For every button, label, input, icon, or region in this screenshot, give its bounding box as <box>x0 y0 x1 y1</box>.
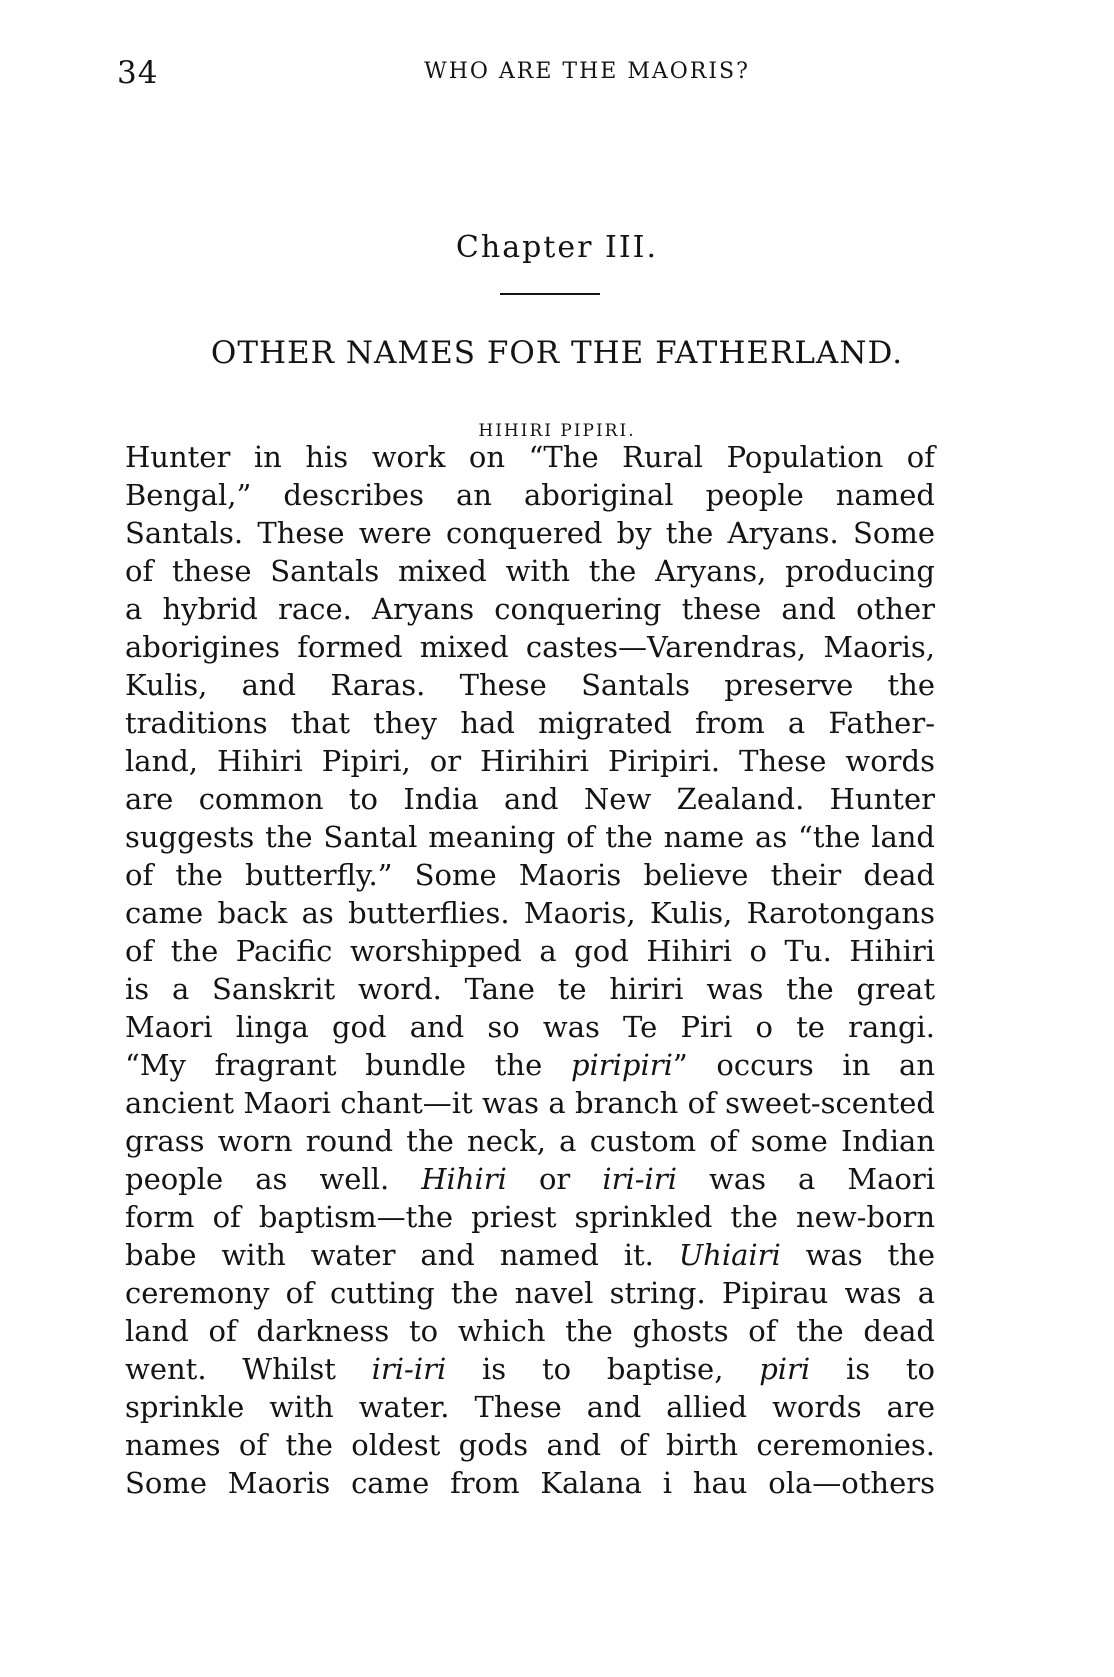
body-line <box>125 1160 935 1198</box>
body-line: Maori linga god and so was Te Piri o te rangi. <box>125 1010 935 1044</box>
body-line: Santals. These were conquered by the Aryans. Some <box>125 516 935 550</box>
italic-term: iri-iri <box>602 1162 677 1196</box>
text-segment: went. Whilst <box>125 1352 372 1386</box>
body-line: Hunter in his work on “The Rural Population of <box>125 440 935 474</box>
body-line: is a Sanskrit word. Tane te hiriri was the great <box>125 972 935 1006</box>
italic-term: Hihiri <box>421 1162 507 1196</box>
chapter-rule <box>500 293 600 295</box>
body-line: Bengal,” describes an aboriginal people named <box>125 478 935 512</box>
body-line: of the Pacific worshipped a god Hihiri o Tu. Hihiri <box>125 934 935 968</box>
italic-term: piripiri <box>570 1048 673 1082</box>
body-line <box>125 1350 935 1388</box>
body-line: sprinkle with water. These and allied words are <box>125 1390 935 1424</box>
body-line: Kulis, and Raras. These Santals preserve the <box>125 668 935 702</box>
body-line: traditions that they had migrated from a Father- <box>125 706 935 740</box>
italic-term: Uhiairi <box>678 1238 781 1272</box>
body-text <box>125 438 935 1502</box>
body-line: land of darkness to which the ghosts of the dead <box>125 1314 935 1348</box>
body-line: of the butterfly.” Some Maoris believe their dead <box>125 858 935 892</box>
text-segment: or <box>506 1162 603 1196</box>
italic-term: iri-iri <box>371 1352 447 1386</box>
chapter-subtitle: HIHIRI PIPIRI. <box>478 421 636 441</box>
body-line: suggests the Santal meaning of the name as “the land <box>125 820 935 854</box>
body-line: of these Santals mixed with the Aryans, producing <box>125 554 935 588</box>
text-segment: ” occurs in an <box>672 1048 936 1082</box>
text-segment: was a Maori <box>676 1162 935 1196</box>
chapter-title: OTHER NAMES FOR THE FATHERLAND. <box>210 335 904 371</box>
body-line: names of the oldest gods and of birth ceremonies. <box>125 1428 935 1462</box>
body-line: a hybrid race. Aryans conquering these and other <box>125 592 935 626</box>
body-line: ceremony of cutting the navel string. Pipirau was a <box>125 1276 935 1310</box>
body-line <box>125 1236 935 1274</box>
italic-term: piri <box>759 1352 811 1386</box>
body-line: came back as butterflies. Maoris, Kulis, Rarotongans <box>125 896 935 930</box>
chapter-label: Chapter III. <box>455 230 659 265</box>
text-segment: is to baptise, <box>446 1352 760 1386</box>
body-line: are common to India and New Zealand. Hunter <box>125 782 935 816</box>
text-segment: is to <box>810 1352 935 1386</box>
text-segment: babe with water and named it. <box>125 1238 679 1272</box>
body-line: aborigines formed mixed castes—Varendras, Maoris, <box>125 630 935 664</box>
text-segment: people as well. <box>125 1162 422 1196</box>
text-segment: was the <box>780 1238 935 1272</box>
text-segment: “My fragrant bundle the <box>125 1048 571 1082</box>
body-line: form of baptism—the priest sprinkled the new-born <box>125 1200 935 1234</box>
body-line: Some Maoris came from Kalana i hau ola—others <box>125 1466 935 1500</box>
page-number: 34 <box>117 55 159 91</box>
body-line: land, Hihiri Pipiri, or Hirihiri Piripiri. These words <box>125 744 935 778</box>
body-line <box>125 1046 935 1084</box>
body-line: grass worn round the neck, a custom of some Indian <box>125 1124 935 1158</box>
running-title: WHO ARE THE MAORIS? <box>424 59 750 84</box>
body-line: ancient Maori chant—it was a branch of sweet-scented <box>125 1086 935 1120</box>
